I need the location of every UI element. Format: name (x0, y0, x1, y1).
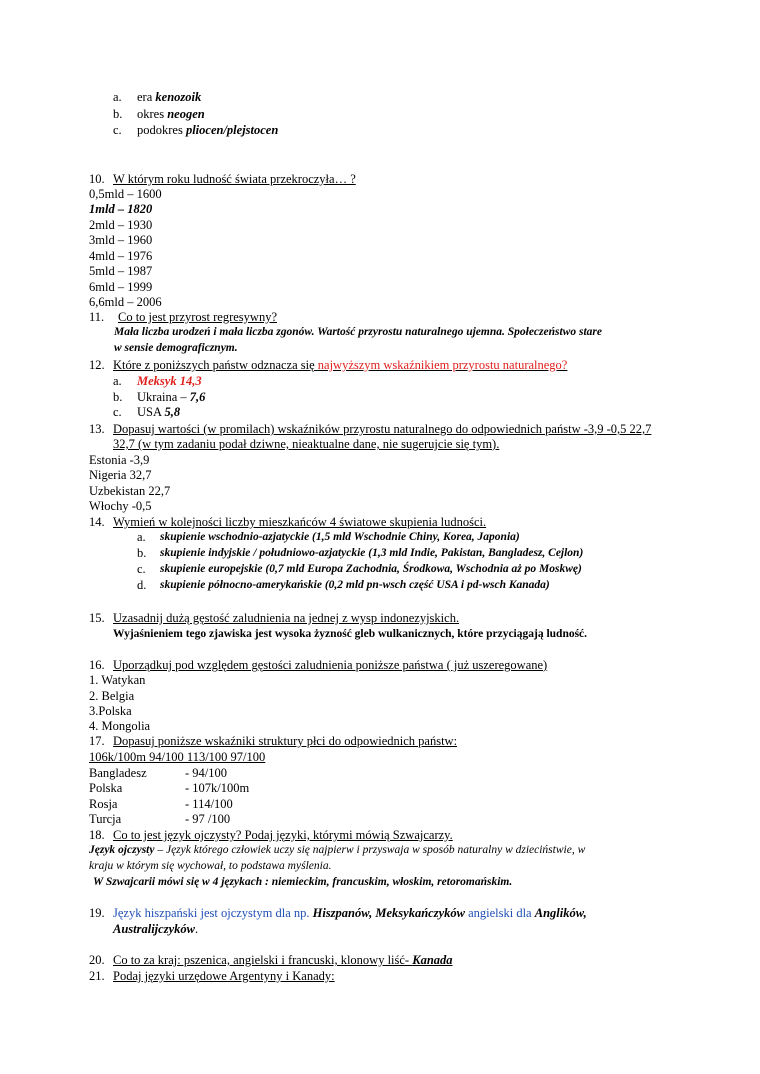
q12-marker-c: c. (113, 405, 122, 419)
q17-number: 17. (89, 734, 105, 748)
q12-option-b-em: 7,6 (189, 390, 206, 404)
q20-number: 20. (89, 953, 105, 967)
q14-option-c: skupienie europejskie (0,7 mld Europa Zachodnia, Środkowa, Wschodnia aż po Moskwę) (160, 563, 582, 575)
intro-text-c: podokres (137, 123, 186, 137)
q13-row: Uzbekistan 22,7 (89, 484, 171, 498)
q13-question: Dopasuj wartości (w promilach) wskaźników przyrostu naturalnego do odpowiednich państw -3,9 -0,5 22,7 (113, 422, 652, 436)
q10-row: 3mld – 1960 (89, 233, 153, 247)
q17-values-line: 106k/100m 94/100 113/100 97/100 (89, 750, 266, 764)
q18-definition (89, 843, 585, 858)
q11-answer-cont: w sensie demograficznym. (114, 342, 238, 354)
q16-row: 2. Belgia (89, 689, 135, 703)
q18-number: 18. (89, 828, 105, 842)
q15-answer: Wyjaśnieniem tego zjawiska jest wysoka żyzność gleb wulkanicznych, które przyciągają ludność. (113, 628, 588, 640)
q12-option-b-text: Ukraina – (137, 390, 190, 404)
q10-row: 6,6mld – 2006 (89, 295, 162, 309)
q13-row: Włochy -0,5 (89, 499, 152, 513)
q17-country: Bangladesz (89, 766, 147, 780)
q14-marker-c: c. (137, 562, 146, 576)
q13-question-cont: 32,7 (w tym zadaniu podał dziwne, nieaktualne dane, nie sugerujcie się tym). (113, 437, 500, 451)
q16-question: Uporządkuj pod względem gęstości zaludnienia poniższe państwa ( już uszeregowane) (113, 658, 548, 672)
q12-option-c-text: USA (137, 405, 165, 419)
intro-item-b (137, 107, 205, 122)
q18-term: Język ojczysty (89, 844, 155, 856)
q17-value: - 97 /100 (185, 812, 231, 826)
q10-row: 0,5mld – 1600 (89, 187, 162, 201)
q15-number: 15. (89, 611, 105, 625)
q10-row: 5mld – 1987 (89, 264, 153, 278)
intro-marker-a: a. (113, 90, 122, 104)
q14-number: 14. (89, 515, 105, 529)
q11-answer: Mała liczba urodzeń i mała liczba zgonów. Wartość przyrostu naturalnego ujemna. Społeczeństwo stare (114, 326, 602, 338)
q12-number: 12. (89, 358, 105, 372)
q12-question-b: najwyższym wskaźnikiem przyrostu naturalnego? (317, 358, 568, 372)
q13-row: Nigeria 32,7 (89, 468, 152, 482)
q21-number: 21. (89, 969, 105, 983)
q19-number: 19. (89, 906, 105, 920)
intro-text-a: era (137, 90, 156, 104)
q12-option-a: Meksyk 14,3 (137, 374, 202, 388)
q17-value: - 107k/100m (185, 781, 250, 795)
q19-line-cont (113, 922, 198, 937)
q18-def-text: – Język którego człowiek uczy się najpierw i przyswaja w sposób naturalny w dzieciństwie, w (154, 844, 586, 856)
q19-end: . (194, 922, 199, 936)
q20-answer: Kanada (412, 953, 453, 967)
q17-country: Turcja (89, 812, 122, 826)
q19-em-1: Hiszpanów, Meksykańczyków (312, 906, 465, 920)
q12-marker-a: a. (113, 374, 122, 388)
q12-question-a: Które z poniższych państw odznacza się (113, 358, 318, 372)
q10-row: 4mld – 1976 (89, 249, 153, 263)
intro-text-b: okres (137, 107, 168, 121)
q11-number: 11. (89, 310, 105, 324)
q10-row: 6mld – 1999 (89, 280, 153, 294)
q10-question: W którym roku ludność świata przekroczyła… ? (113, 172, 356, 186)
q12-question (113, 358, 567, 373)
q10-row: 1mld – 1820 (89, 202, 153, 216)
intro-em-a: kenozoik (155, 90, 202, 104)
q10-number: 10. (89, 172, 105, 186)
q21-question: Podaj języki urzędowe Argentyny i Kanady: (113, 969, 335, 983)
intro-item-c (137, 123, 278, 138)
q20-question: Co to za kraj: pszenica, angielski i francuski, klonowy liść- (113, 953, 413, 967)
q20-line (113, 953, 453, 968)
q14-option-a: skupienie wschodnio-azjatyckie (1,5 mld Wschodnie Chiny, Korea, Japonia) (160, 531, 520, 543)
q19-part-1: Język hiszpański jest ojczystym dla np. (113, 906, 313, 920)
q18-definition-cont: kraju w którym się wychował, to podstawa myślenia. (89, 860, 332, 872)
q14-marker-d: d. (137, 578, 147, 592)
intro-marker-b: b. (113, 107, 123, 121)
q14-option-d: skupienie północno-amerykańskie (0,2 mld pn-wsch część USA i pd-wsch Kanada) (160, 579, 550, 591)
intro-item-a (137, 90, 201, 105)
intro-em-c: pliocen/plejstocen (185, 123, 279, 137)
intro-marker-c: c. (113, 123, 122, 137)
q19-em-2: Anglików, (534, 906, 587, 920)
q17-question: Dopasuj poniższe wskaźniki struktury płci do odpowiednich państw: (113, 734, 458, 748)
intro-em-b: neogen (167, 107, 205, 121)
q15-question: Uzasadnij dużą gęstość zaludnienia na jednej z wysp indonezyjskich. (113, 611, 460, 625)
q12-option-c (137, 405, 180, 420)
q18-swiss-a: W Szwajcarii mówi się w 4 językach (93, 876, 263, 888)
q14-option-b: skupienie indyjskie / południowo-azjatyckie (1,3 mld Indie, Pakistan, Bangladesz, Cejlon) (160, 547, 584, 559)
q13-number: 13. (89, 422, 105, 436)
q14-marker-b: b. (137, 546, 147, 560)
q10-row: 2mld – 1930 (89, 218, 153, 232)
q12-marker-b: b. (113, 390, 123, 404)
q16-row: 3.Polska (89, 704, 132, 718)
q13-row: Estonia -3,9 (89, 453, 150, 467)
q19-part-2: angielski dla (464, 906, 535, 920)
q12-option-b (137, 390, 205, 405)
q17-value: - 114/100 (185, 797, 233, 811)
q18-swiss-b: : niemieckim, francuskim, włoskim, retoromańskim. (262, 876, 513, 888)
q16-row: 1. Watykan (89, 673, 146, 687)
q17-country: Rosja (89, 797, 118, 811)
q18-swiss-languages (93, 875, 512, 890)
q11-question: Co to jest przyrost regresywny? (118, 310, 277, 324)
q18-question: Co to jest język ojczysty? Podaj języki, którymi mówią Szwajcarzy. (113, 828, 453, 842)
q12-option-c-em: 5,8 (164, 405, 181, 419)
q17-country: Polska (89, 781, 123, 795)
q16-number: 16. (89, 658, 105, 672)
q17-value: - 94/100 (185, 766, 228, 780)
q19-em-3: Australijczyków (113, 922, 195, 936)
q14-marker-a: a. (137, 530, 146, 544)
q16-row: 4. Mongolia (89, 719, 151, 733)
q14-question: Wymień w kolejności liczby mieszkańców 4 światowe skupienia ludności. (113, 515, 487, 529)
q19-line (113, 906, 587, 921)
